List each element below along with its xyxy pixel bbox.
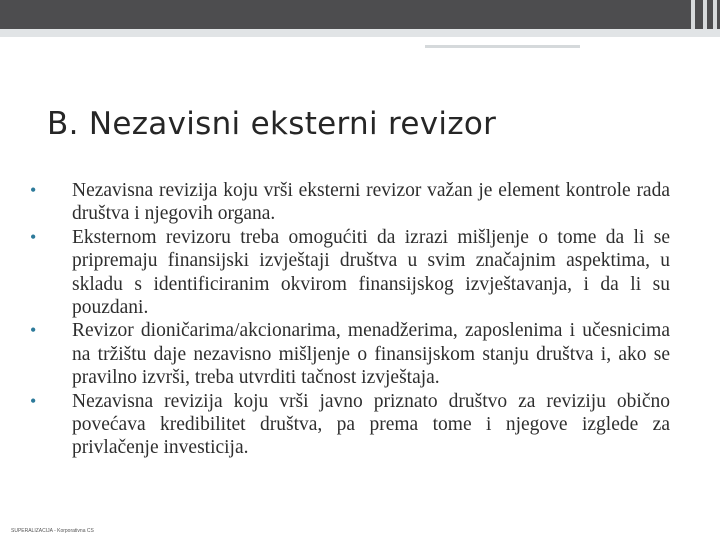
decorative-bar [425, 45, 580, 48]
header-stripe [691, 0, 695, 29]
bullet-item [23, 390, 670, 460]
bullet-icon: • [30, 390, 37, 411]
bullet-item [23, 179, 670, 226]
header-stripe [713, 0, 717, 29]
bullet-text: Eksternom revizoru treba omogućiti da izrazi mišljenje o tome da li se pripremaju finansijski izvještaji društva u svim značajnim aspektima, u skladu s identificiranim okvirom finansijskog izvještavanja, i da li su pouzdani. [72, 226, 670, 319]
bullet-item [23, 319, 670, 389]
header-band [0, 0, 720, 29]
bullet-text: Nezavisna revizija koju vrši eksterni revizor važan je element kontrole rada društva i njegovih organa. [72, 180, 670, 225]
slide-title: B. Nezavisni eksterni revizor [47, 106, 497, 142]
bullet-list [23, 179, 670, 460]
bullet-text: Revizor dioničarima/akcionarima, menadžerima, zaposlenima i učesnicima na tržištu daje nezavisno mišljenje o finansijskom stanju društva i, ako se pravilno izvrši, treba utvrditi tačnost izvještaja. [72, 320, 670, 389]
header-stripe [703, 0, 707, 29]
bullet-icon: • [30, 180, 37, 200]
bullet-icon: • [30, 320, 37, 341]
bullet-item [23, 226, 670, 320]
header-accent-band [0, 29, 720, 37]
bullet-icon: • [30, 226, 37, 247]
bullet-text: Nezavisna revizija koju vrši javno priznato društvo za reviziju obično povećava kredibilitet društva, pa prema tome i njegove izglede za privlačenje investicija. [72, 390, 670, 459]
footer-text: SUPERALIZACIJA - Korporativna CS [11, 528, 94, 534]
